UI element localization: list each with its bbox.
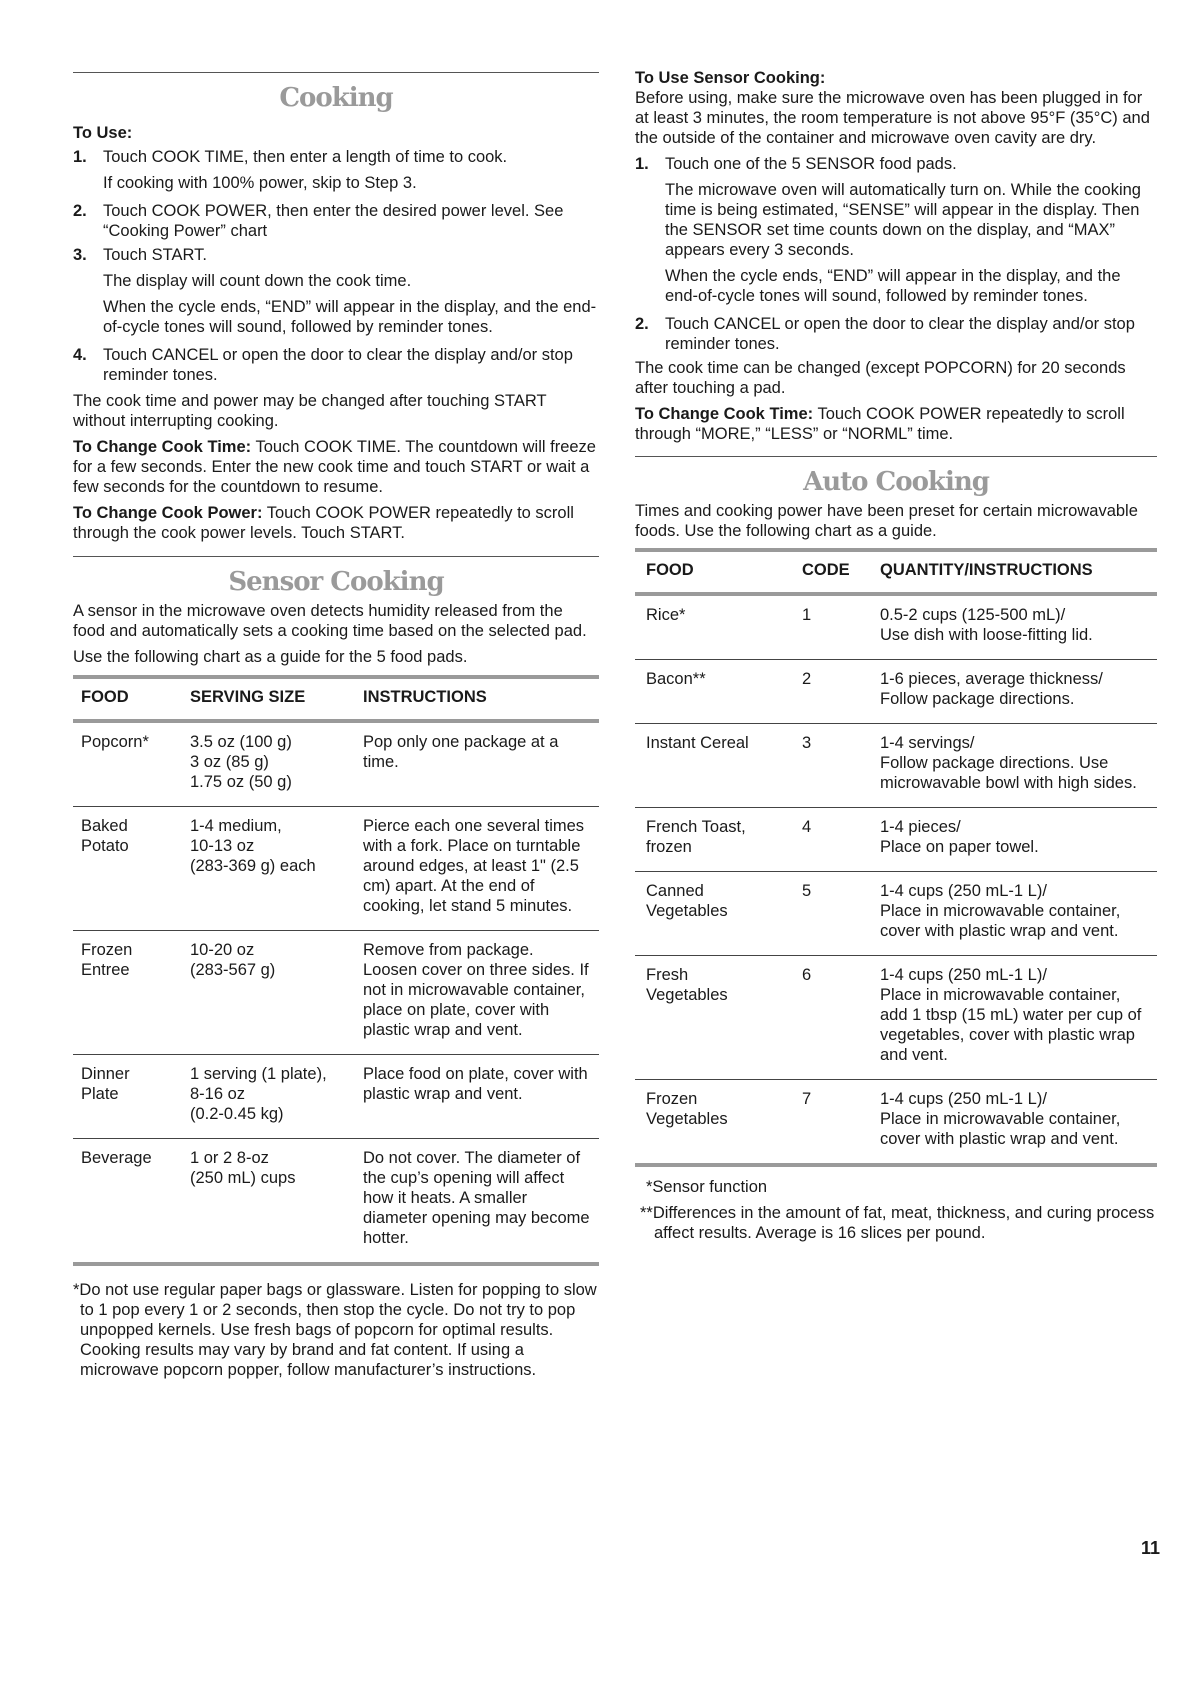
sensor-step (635, 154, 1157, 306)
cooking-heading: Cooking (279, 83, 393, 113)
code-cell: 6 (794, 956, 872, 1080)
right-column (635, 0, 1157, 1243)
instructions-cell: 1-4 servings/ Follow package directions. Use microwavable bowl with high sides. (872, 724, 1157, 808)
food-cell: Canned Vegetables (635, 872, 794, 956)
sensor-food-table (73, 675, 599, 1266)
column-header: FOOD (635, 550, 794, 594)
table-row (635, 724, 1157, 808)
step-number: 2. (73, 202, 87, 220)
bacon-footnote: **Differences in the amount of fat, meat, thickness, and curing process affect results. Average is 16 slices per pound. (640, 1204, 1155, 1242)
table-row (73, 1139, 599, 1265)
instructions-cell: 1-4 pieces/ Place on paper towel. (872, 808, 1157, 872)
change-cook-time-label: To Change Cook Time: (73, 438, 252, 456)
code-cell: 1 (794, 594, 872, 660)
sensor-step (635, 314, 1157, 354)
food-cell: Frozen Entree (73, 931, 182, 1055)
page-number: 11 (1140, 1538, 1160, 1558)
serving-size-cell: 10-20 oz (283-567 g) (182, 931, 355, 1055)
instructions-cell: Pierce each one several times with a fork. Place on turntable around edges, at least 1" (2.5 cm) apart. At the end of cooking, let stand 5 minutes. (355, 807, 599, 931)
table-row (73, 807, 599, 931)
cooking-step (73, 147, 599, 193)
table-row (73, 1055, 599, 1139)
instructions-cell: Pop only one package at a time. (355, 721, 599, 807)
column-header: CODE (794, 550, 872, 594)
instructions-cell: Place food on plate, cover with plastic wrap and vent. (355, 1055, 599, 1139)
sensor-change-paragraph: The cook time can be changed (except POPCORN) for 20 seconds after touching a pad. (635, 359, 1126, 397)
food-cell: Beverage (73, 1139, 182, 1265)
table-row (73, 931, 599, 1055)
sensor-change-time-label: To Change Cook Time: (635, 405, 814, 423)
column-header: INSTRUCTIONS (355, 677, 599, 721)
column-header: QUANTITY/INSTRUCTIONS (872, 550, 1157, 594)
table-row (73, 721, 599, 807)
step-number: 1. (73, 148, 87, 166)
table-row (635, 872, 1157, 956)
step-note: The microwave oven will automatically turn on. While the cooking time is being estimated, “SENSE” will appear in the display. Then the SENSOR set time counts down on the display, and “MAX” appears every 3 seconds. (665, 181, 1141, 259)
food-cell: Instant Cereal (635, 724, 794, 808)
cooking-steps (73, 147, 599, 385)
food-cell: French Toast, frozen (635, 808, 794, 872)
instructions-cell: 0.5-2 cups (125-500 mL)/ Use dish with loose-fitting lid. (872, 594, 1157, 660)
instructions-cell: 1-6 pieces, average thickness/ Follow package directions. (872, 660, 1157, 724)
step-note: When the cycle ends, “END” will appear in the display, and the end-of-cycle tones will sound, followed by reminder tones. (665, 267, 1121, 305)
column-header: FOOD (73, 677, 182, 721)
cooking-step (73, 245, 599, 337)
step-number: 4. (73, 346, 87, 364)
table-header-row (73, 677, 599, 721)
step-note: When the cycle ends, “END” will appear in the display, and the end-of-cycle tones will sound, followed by reminder tones. (103, 298, 597, 336)
instructions-cell: Remove from package. Loosen cover on three sides. If not in microwavable container, place on plate, cover with plastic wrap and vent. (355, 931, 599, 1055)
step-text: Touch CANCEL or open the door to clear the display and/or stop reminder tones. (103, 346, 573, 384)
table-row (635, 660, 1157, 724)
step-text: Touch CANCEL or open the door to clear the display and/or stop reminder tones. (665, 315, 1135, 353)
code-cell: 3 (794, 724, 872, 808)
instructions-cell: 1-4 cups (250 mL-1 L)/ Place in microwavable container, cover with plastic wrap and vent. (872, 1080, 1157, 1166)
change-cook-time-paragraph (73, 437, 599, 497)
sensor-use-intro: Before using, make sure the microwave oven has been plugged in for at least 3 minutes, the room temperature is not above 95°F (35°C) and the outside of the container and microwave oven cavity are dry. (635, 89, 1150, 147)
code-cell: 4 (794, 808, 872, 872)
code-cell: 5 (794, 872, 872, 956)
cooking-change-paragraph: The cook time and power may be changed after touching START without interrupting cooking. (73, 392, 547, 430)
food-cell: Fresh Vegetables (635, 956, 794, 1080)
step-text: Touch COOK POWER, then enter the desired power level. See “Cooking Power” chart (103, 202, 564, 240)
sensor-change-time-paragraph (635, 404, 1157, 444)
step-text: Touch START. (103, 246, 207, 264)
serving-size-cell: 1 serving (1 plate), 8-16 oz (0.2-0.45 kg) (182, 1055, 355, 1139)
sensor-change-time-text: Touch COOK POWER repeatedly to scroll through “MORE,” “LESS” or “NORML” time. (635, 405, 1125, 443)
sensor-function-footnote: *Sensor function (646, 1178, 768, 1196)
food-cell: Baked Potato (73, 807, 182, 931)
left-column (73, 0, 599, 1380)
instructions-cell: Do not cover. The diameter of the cup’s opening will affect how it heats. A smaller diameter opening may become hotter. (355, 1139, 599, 1265)
change-cook-power-text: Touch COOK POWER repeatedly to scroll through the cook power levels. Touch START. (73, 504, 574, 542)
table-row (635, 1080, 1157, 1166)
step-number: 2. (635, 315, 649, 333)
to-use-heading: To Use: (73, 124, 133, 142)
table-header-row (635, 550, 1157, 594)
serving-size-cell: 1-4 medium, 10-13 oz (283-369 g) each (182, 807, 355, 931)
cooking-step (73, 201, 599, 241)
food-cell: Popcorn* (73, 721, 182, 807)
code-cell: 7 (794, 1080, 872, 1166)
step-text: Touch COOK TIME, then enter a length of time to cook. (103, 148, 508, 166)
column-header: SERVING SIZE (182, 677, 355, 721)
sensor-cooking-heading: Sensor Cooking (228, 567, 444, 597)
sensor-chart-intro: Use the following chart as a guide for the 5 food pads. (73, 648, 468, 666)
section-rule (73, 72, 599, 73)
food-cell: Dinner Plate (73, 1055, 182, 1139)
serving-size-cell: 3.5 oz (100 g) 3 oz (85 g) 1.75 oz (50 g) (182, 721, 355, 807)
step-note: If cooking with 100% power, skip to Step 3. (103, 174, 417, 192)
sensor-steps (635, 154, 1157, 354)
step-text: Touch one of the 5 SENSOR food pads. (665, 155, 957, 173)
food-cell: Rice* (635, 594, 794, 660)
to-use-sensor-heading: To Use Sensor Cooking: (635, 69, 826, 87)
popcorn-footnote: *Do not use regular paper bags or glassware. Listen for popping to slow to 1 pop every 1 or 2 seconds, then stop the cycle. Do not try to pop unpopped kernels. Use fresh bags of popcorn for optimal results. Cooking results may vary by brand and fat content. If using a microwave popcorn popper, follow manufacturer’s instructions. (73, 1281, 597, 1379)
code-cell: 2 (794, 660, 872, 724)
table-row (635, 808, 1157, 872)
section-rule (73, 556, 599, 557)
change-cook-time-text: Touch COOK TIME. The countdown will freeze for a few seconds. Enter the new cook time and touch START or wait a few seconds for the countdown to resume. (73, 438, 596, 496)
food-cell: Bacon** (635, 660, 794, 724)
auto-cooking-intro: Times and cooking power have been preset for certain microwavable foods. Use the following chart as a guide. (635, 502, 1138, 540)
section-rule (635, 456, 1157, 457)
step-number: 1. (635, 155, 649, 173)
step-note: The display will count down the cook time. (103, 272, 412, 290)
cooking-step (73, 345, 599, 385)
instructions-cell: 1-4 cups (250 mL-1 L)/ Place in microwavable container, cover with plastic wrap and vent. (872, 872, 1157, 956)
instructions-cell: 1-4 cups (250 mL-1 L)/ Place in microwavable container, add 1 tbsp (15 mL) water per cup of vegetables, cover with plastic wrap and vent. (872, 956, 1157, 1080)
food-cell: Frozen Vegetables (635, 1080, 794, 1166)
serving-size-cell: 1 or 2 8-oz (250 mL) cups (182, 1139, 355, 1265)
change-cook-power-label: To Change Cook Power: (73, 504, 263, 522)
change-cook-power-paragraph (73, 503, 599, 543)
auto-cooking-heading: Auto Cooking (803, 467, 989, 497)
step-number: 3. (73, 246, 87, 264)
table-row (635, 594, 1157, 660)
sensor-intro: A sensor in the microwave oven detects humidity released from the food and automatically sets a cooking time based on the selected pad. (73, 602, 587, 640)
table-row (635, 956, 1157, 1080)
auto-cooking-table (635, 548, 1157, 1167)
